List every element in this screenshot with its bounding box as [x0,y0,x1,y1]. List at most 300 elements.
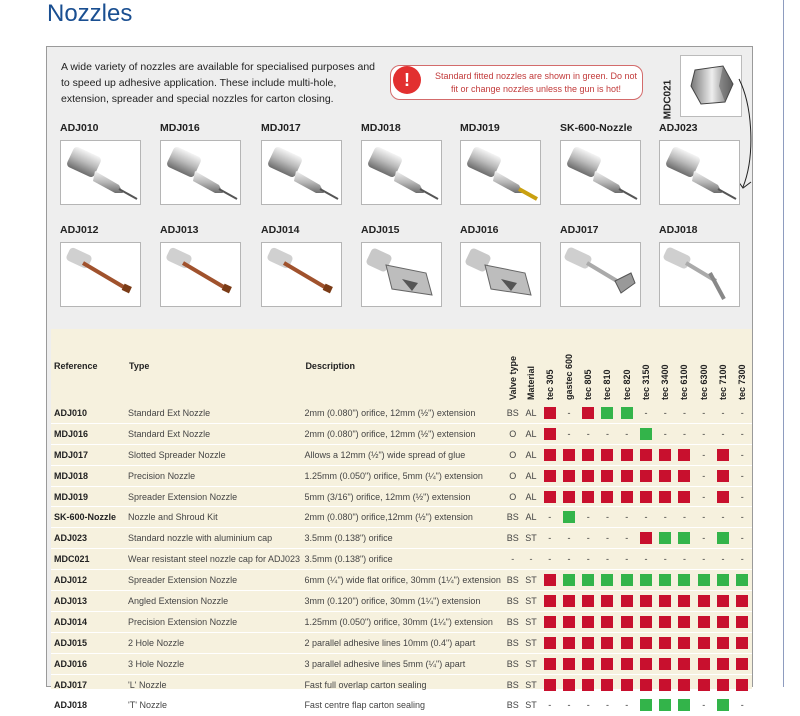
cell-compatibility [675,653,694,674]
cell-compatibility [713,570,732,591]
cell-compatibility [713,591,732,612]
nozzle-image [361,140,442,205]
nozzle-image [160,242,241,307]
table-row [51,653,752,674]
cell-reference: ADJ014 [51,611,128,632]
cell-compatibility [617,444,636,465]
cell-reference: ADJ013 [51,591,128,612]
cell-compatibility [675,611,694,632]
cell-compatibility [713,444,732,465]
header-gun: tec 820 [621,369,632,400]
cell-type: 'L' Nozzle [128,674,304,695]
warning-icon: ! [393,66,421,94]
table-row [51,570,752,591]
cell-compatibility: - [694,507,713,528]
cell-compatibility: - [713,549,732,570]
cell-compatibility: - [656,507,675,528]
cell-valve-type: - [504,549,522,570]
incompatible-marker [678,679,690,691]
cell-compatibility: - [559,403,578,423]
cell-compatibility: - [694,444,713,465]
incompatible-marker [717,491,729,503]
standard-fitted-marker [678,532,690,544]
standard-fitted-marker [621,574,633,586]
incompatible-marker [640,679,652,691]
cell-material: AL [522,403,540,423]
standard-fitted-marker [563,511,575,523]
cell-compatibility: - [675,423,694,444]
incompatible-marker [717,470,729,482]
cell-compatibility: - [656,423,675,444]
cell-compatibility: - [713,403,732,423]
cell-compatibility: - [694,403,713,423]
cell-compatibility [675,632,694,653]
cell-compatibility [694,653,713,674]
incompatible-marker [659,658,671,670]
incompatible-marker [736,637,748,649]
cell-compatibility [733,591,752,612]
cell-material: ST [522,632,540,653]
cell-reference: ADJ023 [51,528,128,549]
cell-valve-type: O [504,444,522,465]
cell-compatibility [617,632,636,653]
cell-material: AL [522,423,540,444]
cell-compatibility: - [579,423,598,444]
cell-type: Precision Nozzle [128,465,304,486]
cell-compatibility [675,570,694,591]
incompatible-marker [640,658,652,670]
cell-description: 2mm (0.080") orifice, 12mm (½") extension [304,423,503,444]
cell-reference: MDJ017 [51,444,128,465]
nozzle-card [361,223,442,307]
cell-compatibility: - [540,695,559,716]
nozzle-card [261,223,342,307]
cell-compatibility: - [675,549,694,570]
cell-type: 3 Hole Nozzle [128,653,304,674]
incompatible-marker [717,637,729,649]
nozzle-image [60,140,141,205]
table-row [51,695,752,716]
page-title: Nozzles [47,0,133,27]
nozzle-card [460,121,541,205]
incompatible-marker [678,595,690,607]
cell-type: Spreader Extension Nozzle [128,486,304,507]
standard-fitted-marker [563,574,575,586]
cell-compatibility: - [540,507,559,528]
incompatible-marker [640,595,652,607]
incompatible-marker [659,616,671,628]
nozzle-image [659,242,740,307]
cell-compatibility: - [733,549,752,570]
incompatible-marker [582,616,594,628]
cell-reference: SK-600-Nozzle [51,507,128,528]
cell-compatibility [675,444,694,465]
cell-compatibility [579,486,598,507]
cell-type: Spreader Extension Nozzle [128,570,304,591]
cell-material: - [522,549,540,570]
cell-compatibility: - [559,549,578,570]
cell-reference: ADJ015 [51,632,128,653]
cell-compatibility [636,653,655,674]
incompatible-marker [698,637,710,649]
cell-compatibility [656,486,675,507]
nozzle-image [560,242,641,307]
incompatible-marker [621,491,633,503]
nozzles-panel [46,46,753,711]
cell-compatibility: - [579,507,598,528]
incompatible-marker [601,616,613,628]
cell-material: ST [522,674,540,695]
incompatible-marker [640,470,652,482]
nozzle-card-label: ADJ016 [460,224,499,236]
cell-compatibility [636,465,655,486]
cell-compatibility [636,444,655,465]
cell-type: Slotted Spreader Nozzle [128,444,304,465]
incompatible-marker [698,679,710,691]
table-row [51,465,752,486]
cell-compatibility [656,591,675,612]
cell-compatibility [559,653,578,674]
cell-compatibility: - [540,528,559,549]
incompatible-marker [601,679,613,691]
cell-compatibility [713,653,732,674]
standard-fitted-marker [678,574,690,586]
cell-compatibility [733,570,752,591]
cell-compatibility [617,674,636,695]
cell-compatibility [598,632,617,653]
incompatible-marker [544,428,556,440]
incompatible-marker [582,491,594,503]
standard-fitted-marker [678,699,690,711]
cell-compatibility: - [694,486,713,507]
cell-compatibility [559,591,578,612]
cell-compatibility [656,611,675,632]
header-gun: tec 6100 [679,364,690,400]
cell-reference: MDJ016 [51,423,128,444]
cell-compatibility: - [598,528,617,549]
incompatible-marker [659,470,671,482]
standard-fitted-marker [698,574,710,586]
cell-type: Wear resistant steel nozzle cap for ADJ023 [128,549,304,570]
standard-fitted-marker [640,574,652,586]
nozzle-card [261,121,342,205]
incompatible-marker [736,595,748,607]
nozzle-image [361,242,442,307]
incompatible-marker [640,532,652,544]
nozzle-card [60,121,141,205]
cell-compatibility [675,528,694,549]
cell-reference: MDJ018 [51,465,128,486]
incompatible-marker [678,470,690,482]
incompatible-marker [563,637,575,649]
incompatible-marker [544,449,556,461]
incompatible-marker [563,470,575,482]
cell-valve-type: BS [504,403,522,423]
nozzle-image [160,140,241,205]
cell-compatibility [579,611,598,632]
cell-reference: ADJ018 [51,695,128,716]
header-reference: Reference [54,361,98,371]
cell-description: Allows a 12mm (½") wide spread of glue [304,444,503,465]
cell-valve-type: BS [504,528,522,549]
cell-compatibility [694,674,713,695]
incompatible-marker [621,616,633,628]
cell-compatibility: - [694,528,713,549]
incompatible-marker [601,637,613,649]
cell-valve-type: BS [504,591,522,612]
table-row [51,423,752,444]
cell-compatibility [559,486,578,507]
cell-valve-type: BS [504,611,522,632]
cell-material: ST [522,570,540,591]
cell-compatibility [675,465,694,486]
cell-compatibility [656,695,675,716]
nozzle-card-label: ADJ012 [60,224,99,236]
nozzle-card-label: MDJ018 [361,122,401,134]
cell-compatibility [656,528,675,549]
cell-compatibility: - [733,423,752,444]
cell-compatibility [579,403,598,423]
cell-type: Angled Extension Nozzle [128,591,304,612]
table-row [51,632,752,653]
incompatible-marker [563,679,575,691]
cell-reference: ADJ012 [51,570,128,591]
cell-material: AL [522,507,540,528]
nozzle-image [460,140,541,205]
cell-compatibility: - [694,549,713,570]
cell-compatibility [713,632,732,653]
cell-compatibility: - [733,486,752,507]
cell-compatibility [598,591,617,612]
cell-compatibility [579,674,598,695]
standard-fitted-marker [659,574,671,586]
cell-compatibility [656,653,675,674]
cell-description: 1.25mm (0.050") orifice, 5mm (¼") extension [304,465,503,486]
header-gun: tec 305 [544,369,555,400]
cell-compatibility [694,632,713,653]
standard-fitted-marker [621,407,633,419]
cell-compatibility [713,486,732,507]
cell-description: 2mm (0.080") orifice,12mm (½") extension [304,507,503,528]
cell-compatibility [617,653,636,674]
cell-compatibility [540,674,559,695]
cell-compatibility: - [713,423,732,444]
incompatible-marker [659,491,671,503]
cell-type: Standard Ext Nozzle [128,403,304,423]
incompatible-marker [678,491,690,503]
cell-compatibility: - [733,695,752,716]
incompatible-marker [544,574,556,586]
incompatible-marker [601,449,613,461]
incompatible-marker [601,491,613,503]
cell-compatibility: - [617,507,636,528]
cell-compatibility: - [636,549,655,570]
cell-compatibility: - [579,695,598,716]
cell-compatibility [617,486,636,507]
cell-description: 3mm (0.120") orifice, 30mm (1¼") extension [304,591,503,612]
cell-compatibility: - [598,423,617,444]
incompatible-marker [563,658,575,670]
incompatible-marker [544,470,556,482]
header-description: Description [305,361,355,371]
incompatible-marker [736,658,748,670]
cell-description: 5mm (3/16") orifice, 12mm (½") extension [304,486,503,507]
cell-compatibility: - [617,528,636,549]
cell-compatibility [540,591,559,612]
incompatible-marker [563,616,575,628]
cell-type: Nozzle and Shroud Kit [128,507,304,528]
header-gun: tec 3400 [660,364,671,400]
cell-compatibility: - [733,528,752,549]
incompatible-marker [698,595,710,607]
table-row [51,528,752,549]
nozzle-card [560,223,641,307]
incompatible-marker [678,637,690,649]
incompatible-marker [582,449,594,461]
cell-material: AL [522,486,540,507]
incompatible-marker [544,616,556,628]
cell-compatibility [636,695,655,716]
nozzle-card-label: MDJ016 [160,122,200,134]
cell-description: Fast centre flap carton sealing [304,695,503,716]
cell-compatibility [636,611,655,632]
cell-compatibility [540,403,559,423]
incompatible-marker [544,637,556,649]
header-gun: tec 805 [583,369,594,400]
incompatible-marker [601,658,613,670]
cell-compatibility: - [733,465,752,486]
cell-compatibility: - [579,549,598,570]
header-material: Material [525,365,536,400]
cell-compatibility: - [675,507,694,528]
cell-compatibility [579,570,598,591]
nozzle-card-label: ADJ015 [361,224,400,236]
cell-compatibility [617,403,636,423]
standard-fitted-marker [736,574,748,586]
cell-compatibility [733,611,752,632]
cell-compatibility [733,632,752,653]
table-row [51,486,752,507]
cell-valve-type: BS [504,653,522,674]
cell-compatibility: - [559,423,578,444]
cell-compatibility [598,465,617,486]
incompatible-marker [621,637,633,649]
nozzle-card-label: ADJ014 [261,224,300,236]
cell-compatibility [540,632,559,653]
cell-compatibility [540,444,559,465]
incompatible-marker [659,595,671,607]
cell-compatibility [636,528,655,549]
cell-description: 3.5mm (0.138") orifice [304,528,503,549]
cell-compatibility [540,465,559,486]
table-row [51,611,752,632]
featured-nozzle-image [680,55,742,117]
cell-compatibility: - [733,507,752,528]
cell-material: AL [522,465,540,486]
table-row [51,674,752,695]
cell-material: ST [522,528,540,549]
cell-compatibility [579,632,598,653]
standard-fitted-marker [717,532,729,544]
cell-compatibility [598,444,617,465]
cell-compatibility [617,570,636,591]
cell-material: ST [522,695,540,716]
standard-fitted-marker [717,699,729,711]
cell-compatibility [636,591,655,612]
header-gun: tec 7100 [717,364,728,400]
cell-compatibility [579,465,598,486]
cell-valve-type: BS [504,570,522,591]
incompatible-marker [621,595,633,607]
cell-compatibility: - [733,444,752,465]
cell-compatibility [617,591,636,612]
cell-compatibility [579,444,598,465]
cell-valve-type: BS [504,674,522,695]
cell-compatibility [694,591,713,612]
nozzle-card-label: ADJ018 [659,224,698,236]
incompatible-marker [563,449,575,461]
cell-compatibility: - [540,549,559,570]
nozzle-image [261,140,342,205]
incompatible-marker [717,595,729,607]
nozzle-card-label: ADJ010 [60,122,99,134]
standard-fitted-marker [659,699,671,711]
nozzle-image [460,242,541,307]
cell-compatibility: - [617,695,636,716]
cell-material: ST [522,591,540,612]
header-gun: gastec 600 [563,353,574,400]
cell-compatibility: - [636,403,655,423]
cell-description: 1.25mm (0.050") orifice, 30mm (1¼") extension [304,611,503,632]
cell-compatibility [617,611,636,632]
cell-compatibility [559,507,578,528]
incompatible-marker [582,407,594,419]
cell-compatibility [559,611,578,632]
incompatible-marker [640,637,652,649]
cell-compatibility [675,674,694,695]
incompatible-marker [621,470,633,482]
cell-valve-type: BS [504,632,522,653]
featured-nozzle-name: MDC021 [662,79,674,120]
cell-compatibility: - [598,549,617,570]
cell-valve-type: BS [504,507,522,528]
incompatible-marker [698,616,710,628]
cell-compatibility [656,674,675,695]
incompatible-marker [640,491,652,503]
cell-description: 6mm (¼") wide flat orifice, 30mm (1¼") extension [304,570,503,591]
cell-material: ST [522,653,540,674]
incompatible-marker [582,637,594,649]
nozzle-card [160,223,241,307]
cell-compatibility [656,465,675,486]
incompatible-marker [717,658,729,670]
cell-compatibility [713,695,732,716]
cell-reference: ADJ010 [51,403,128,423]
cell-description: Fast full overlap carton sealing [304,674,503,695]
nozzle-image [261,242,342,307]
cell-compatibility [636,423,655,444]
cell-description: 3.5mm (0.138") orifice [304,549,503,570]
cell-compatibility [598,486,617,507]
cell-compatibility [636,632,655,653]
cell-type: Standard Ext Nozzle [128,423,304,444]
header-gun: tec 810 [602,369,613,400]
nozzle-card [60,223,141,307]
cell-compatibility [598,570,617,591]
incompatible-marker [640,616,652,628]
standard-fitted-marker [601,407,613,419]
cell-compatibility: - [733,403,752,423]
